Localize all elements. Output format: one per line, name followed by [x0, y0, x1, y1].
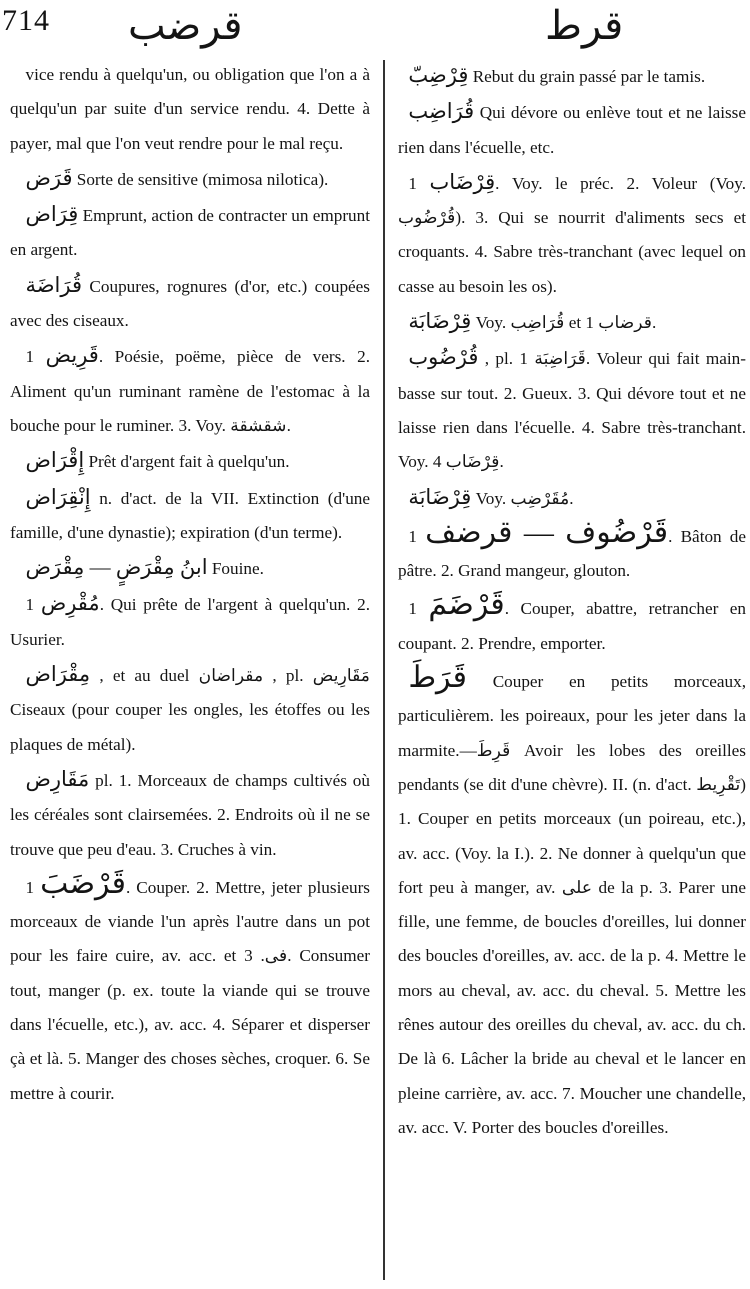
dictionary-entry [10, 338, 370, 443]
entry-headword: قِرَاض [25, 202, 79, 227]
entry-definition: Sorte de sensitive (mimosa nilotica). [76, 169, 329, 189]
entry-definition: Emprunt, action de contracter un emprunt en argent. [10, 206, 371, 260]
entry-headword: مَقَارِض [25, 766, 90, 791]
entry-definition: Voy. مُقَرْضِب. [475, 488, 574, 508]
entry-definition: Coupures, rognures (d'or, etc.) coupées avec des ciseaux. [10, 276, 370, 331]
dictionary-entry [10, 197, 370, 268]
dictionary-entry [10, 762, 370, 867]
page-number: 714 [2, 4, 50, 37]
entry-definition: Rebut du grain passé par le tamis. [472, 67, 706, 86]
entry-definition: Qui dévore ou enlève tout et ne laisse rien dans l'écuelle, etc. [398, 103, 746, 157]
dictionary-entry [10, 58, 370, 161]
dictionary-entry [398, 340, 746, 479]
entry-headword: ابنُ مِقْرَضٍ — مِقْرَض [25, 555, 208, 580]
entry-definition: 1. Qui prête de l'argent à quelqu'un. 2. Usurier. [10, 595, 370, 649]
entry-headword: قَرْضَبَ [40, 866, 126, 900]
dictionary-entry [10, 480, 370, 551]
entry-definition: pl. 1. Morceaux de champs cultivés où les céréales sont clairsemées. 2. Endroits où il ne se trouve que peu d'eau. 3. Cruches à vin. [10, 770, 370, 859]
entry-definition: 1. Poésie, poëme, pièce de vers. 2. Aliment qu'un ruminant ramène de l'estomac à la bouche pour le ruminer. 3. Voy. شقشقة. [10, 347, 371, 435]
entry-headword: قُرَاضِب [408, 99, 475, 124]
entry-definition: , et au duel مقراضان , pl. مَقَارِيض Ciseaux (pour couper les ongles, les étoffes ou les plaques de métal). [10, 666, 371, 754]
entry-headword: إِقْرَاض [25, 448, 85, 473]
entry-headword: قِرْضَاب [429, 169, 496, 194]
entry-definition: , pl. قَرَاضِبَة 1. Voleur qui fait main-basse sur tout. 2. Gueux. 3. Qui dévore tout et ne laisse rien dans l'écuelle. 4. Sabre très-tranchant. Voy. قِرْضَاب 4. [398, 349, 747, 472]
entry-headword: قَرْضَمَ [428, 588, 505, 622]
entry-headword: مِقْرَاض [25, 662, 91, 687]
entry-headword: قُرْضُوب [408, 345, 479, 370]
left-column [10, 58, 370, 1111]
dictionary-entry [398, 94, 746, 165]
dictionary-entry [398, 304, 746, 340]
entry-definition: vice rendu à quelqu'un, ou obligation que l'on a à quelqu'un par suite d'un service rendu. 4. Dette à payer, mal que l'on veut rendre pour le mal reçu. [10, 65, 370, 153]
entry-definition: Couper en petits morceaux, particulièrem. les poireaux, pour les jeter dans la marmite.—قَرِطَ Avoir les lobes des oreilles pendants (se dit d'une chèvre). II. (n. d'act. تَقْرِيط) 1. Couper en petits morceaux (un poireau, etc.), av. acc. (Voy. la I.). 2. Ne donner à quelqu'un que fort peu à manger, av. على de la p. 3. Parer une fille, une femme, de boucles d'oreilles, lui donner des boucles d'oreilles, av. acc. de la p. 4. Mettre le mors au cheval, av. acc. du cheval. 5. Mettre les rênes autour des oreilles du cheval, av. acc. du ch. De là 6. Lâcher la bride au cheval et le lancer en pleine carrière, av. acc. 7. Moucher une chandelle, av. acc. V. Porter des boucles d'oreilles. [398, 672, 746, 1137]
dictionary-entry [10, 586, 370, 657]
dictionary-entry [398, 58, 746, 94]
dictionary-entry [10, 161, 370, 197]
dictionary-entry [398, 661, 746, 1145]
dictionary-entry [10, 268, 370, 339]
entry-definition: n. d'act. de la VII. Extinction (d'une famille, d'une dynastie); expiration (d'un terme). [10, 488, 371, 542]
entry-headword: قَرَض [25, 165, 73, 190]
entry-headword: إِنْقِرَاض [25, 484, 91, 509]
entry-definition: 1. Bâton de pâtre. 2. Grand mangeur, glouton. [398, 526, 747, 581]
dictionary-entry [10, 443, 370, 479]
entry-definition: Fouine. [211, 559, 264, 579]
dictionary-entry [398, 480, 746, 516]
entry-headword: قَرِيض [45, 343, 99, 368]
entry-headword: قَرْضُوف — قرضف [425, 515, 669, 549]
dictionary-entry [10, 550, 370, 586]
dictionary-entry [398, 165, 746, 304]
right-column [398, 58, 746, 1145]
dictionary-entry [10, 657, 370, 762]
entry-definition: 1. Couper. 2. Mettre, jeter plusieurs morceaux de viande l'un après l'autre dans un pot pour les faire cuire, av. acc. et فى. 3. Consumer tout, manger (p. ex. toute la viande qui se trouve dans l'écuelle, etc.), av. acc. 4. Séparer et disperser çà et là. 5. Manger des choses sèches, croquer. 6. Se mettre à courir. [10, 877, 370, 1103]
entry-definition: Voy. قُرَاضِب et قرضاب 1. [475, 313, 657, 333]
right-running-headword: قرط [545, 3, 624, 48]
entry-headword: قُرَاضَة [25, 272, 83, 297]
entry-definition: Prêt d'argent fait à quelqu'un. [88, 452, 290, 472]
dictionary-entry [398, 588, 746, 661]
column-divider [383, 60, 385, 1280]
left-running-headword: قرضب [128, 3, 243, 48]
entry-headword: قِرْضِبّ [408, 63, 469, 87]
dictionary-entry [398, 516, 746, 589]
entry-headword: قِرْضَابَة [408, 309, 472, 334]
entry-definition: 1. Voy. le préc. 2. Voleur (Voy. قُرْضُوب). 3. Qui se nourrit d'aliments secs et croquants. 4. Sabre très-tranchant (avec lequel on casse au besoin les os). [398, 173, 747, 296]
entry-headword: قَرَطَ [408, 661, 467, 695]
dictionary-entry [10, 867, 370, 1111]
entry-definition: 1. Couper, abattre, retrancher en coupant. 2. Prendre, emporter. [398, 599, 746, 653]
entry-headword: مُقْرِض [40, 591, 100, 616]
entry-headword: قِرْضَابَة [408, 484, 472, 509]
